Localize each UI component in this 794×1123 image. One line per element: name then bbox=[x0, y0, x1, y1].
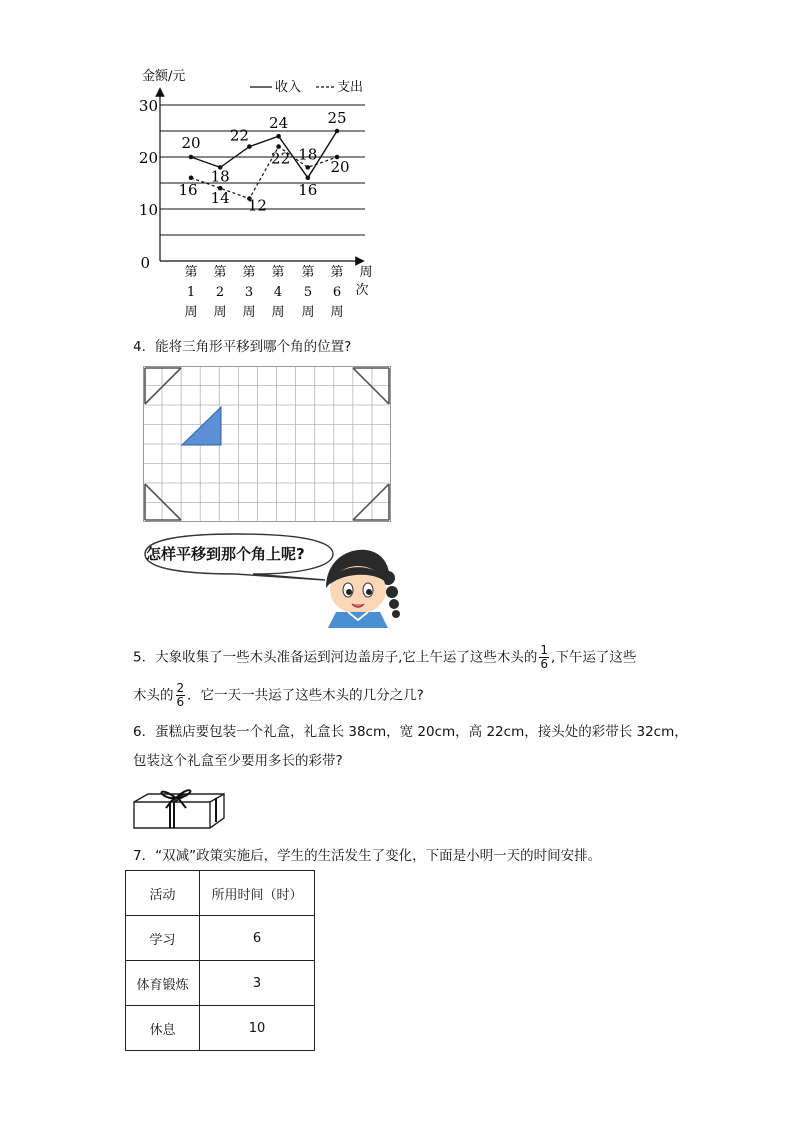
expense-data-label: 22 bbox=[271, 149, 291, 168]
gift-box-illustration bbox=[130, 784, 230, 832]
income-data-label: 25 bbox=[327, 109, 347, 127]
table-cell: 休息 bbox=[126, 1006, 200, 1051]
table-cell: 体育锻炼 bbox=[126, 961, 200, 1006]
chart-ylabel: 金额/元 bbox=[142, 69, 186, 84]
xtick-week5-c: 周 bbox=[301, 305, 315, 320]
table-cell: 10 bbox=[200, 1006, 315, 1051]
income-expense-line-chart bbox=[130, 60, 390, 325]
xtick-week5-b: 5 bbox=[303, 285, 313, 300]
xtick-week2-b: 2 bbox=[215, 285, 225, 300]
corner-angle-bottom-right[interactable] bbox=[353, 484, 389, 520]
income-point bbox=[306, 176, 311, 181]
corner-angle-top-left[interactable] bbox=[145, 368, 181, 404]
table-cell: 3 bbox=[200, 961, 315, 1006]
xtick-week5-a: 第 bbox=[301, 265, 315, 280]
corner-angle-top-right[interactable] bbox=[353, 368, 389, 404]
expense-data-label: 18 bbox=[298, 145, 318, 164]
income-data-label: 20 bbox=[181, 134, 201, 152]
expense-data-label: 16 bbox=[178, 180, 198, 199]
expense-data-label: 14 bbox=[210, 189, 230, 208]
xaxis-label-a: 周 bbox=[359, 265, 373, 280]
xtick-week3-b: 3 bbox=[244, 285, 254, 300]
xtick-week4-b: 4 bbox=[273, 285, 283, 300]
blue-triangle[interactable] bbox=[182, 407, 221, 445]
translation-grid bbox=[143, 366, 393, 526]
table-row bbox=[126, 961, 315, 1006]
table-row bbox=[126, 1006, 315, 1051]
question-5-line-1 bbox=[133, 644, 636, 671]
table-cell: 6 bbox=[200, 916, 315, 961]
q5-text-a: 5．大象收集了一些木头准备运到河边盖房子,它上午运了这些木头的 bbox=[133, 649, 538, 666]
xtick-week3-c: 周 bbox=[242, 305, 256, 320]
xtick-week1-a: 第 bbox=[184, 265, 198, 280]
xtick-week1-b: 1 bbox=[186, 285, 196, 300]
fraction-two-sixths: $\frac{2}{6}$ bbox=[176, 681, 185, 709]
xtick-week4-c: 周 bbox=[271, 305, 285, 320]
q5-text-b: ,下午运了这些 bbox=[551, 649, 637, 666]
expense-point bbox=[276, 144, 281, 149]
income-data-label: 24 bbox=[269, 114, 289, 133]
legend-expense: 支出 bbox=[337, 80, 364, 95]
table-header-cell: 所用时间（时） bbox=[200, 871, 315, 916]
question-5-line-2 bbox=[133, 682, 424, 709]
girl-avatar bbox=[318, 548, 413, 628]
speech-bubble-text: 怎样平移到那个角上呢? bbox=[146, 545, 305, 563]
question-6-line-1: 6．蛋糕店要包装一个礼盒，礼盒长 38cm，宽 20cm，高 22cm，接头处的彩带长 32cm， bbox=[133, 724, 688, 740]
expense-data-label: 20 bbox=[330, 158, 350, 176]
income-point bbox=[335, 129, 340, 134]
xtick-week1-c: 周 bbox=[184, 305, 198, 320]
xaxis-label-b: 次 bbox=[355, 283, 369, 298]
xtick-week4-a: 第 bbox=[271, 265, 285, 280]
income-point bbox=[247, 144, 252, 149]
legend-income: 收入 bbox=[275, 80, 302, 95]
xtick-week2-c: 周 bbox=[213, 305, 227, 320]
ytick-label: 10 bbox=[138, 201, 158, 219]
income-point bbox=[189, 155, 194, 160]
income-data-label: 22 bbox=[229, 126, 249, 145]
xtick-week6-a: 第 bbox=[330, 265, 344, 280]
ytick-label: 0 bbox=[140, 254, 150, 272]
question-4: 4．能将三角形平移到哪个角的位置? bbox=[133, 339, 352, 355]
table-row bbox=[126, 916, 315, 961]
table-cell: 学习 bbox=[126, 916, 200, 961]
expense-point bbox=[189, 176, 194, 181]
corner-angle-bottom-left[interactable] bbox=[145, 484, 181, 520]
expense-point bbox=[306, 165, 311, 170]
table-header-row bbox=[126, 871, 315, 916]
ytick-label: 20 bbox=[138, 149, 158, 167]
income-data-label: 18 bbox=[210, 167, 230, 186]
xtick-week6-c: 周 bbox=[330, 305, 344, 320]
expense-data-label: 12 bbox=[247, 196, 267, 215]
table-header-cell: 活动 bbox=[126, 871, 200, 916]
income-point bbox=[276, 134, 281, 139]
q5-text-c: 木头的 bbox=[133, 687, 174, 704]
question-6-line-2: 包装这个礼盒至少要用多长的彩带? bbox=[133, 753, 343, 769]
activity-time-table bbox=[125, 870, 315, 1051]
income-data-label: 16 bbox=[298, 180, 318, 199]
xtick-week2-a: 第 bbox=[213, 265, 227, 280]
question-7: 7．“双减”政策实施后，学生的生活发生了变化，下面是小明一天的时间安排。 bbox=[133, 848, 602, 864]
xtick-week6-b: 6 bbox=[332, 285, 342, 300]
q5-text-d: ．它一天一共运了这些木头的几分之几? bbox=[187, 687, 424, 704]
xtick-week3-a: 第 bbox=[242, 265, 256, 280]
fraction-one-sixth: $\frac{1}{6}$ bbox=[540, 643, 549, 671]
ytick-label: 30 bbox=[138, 97, 158, 115]
